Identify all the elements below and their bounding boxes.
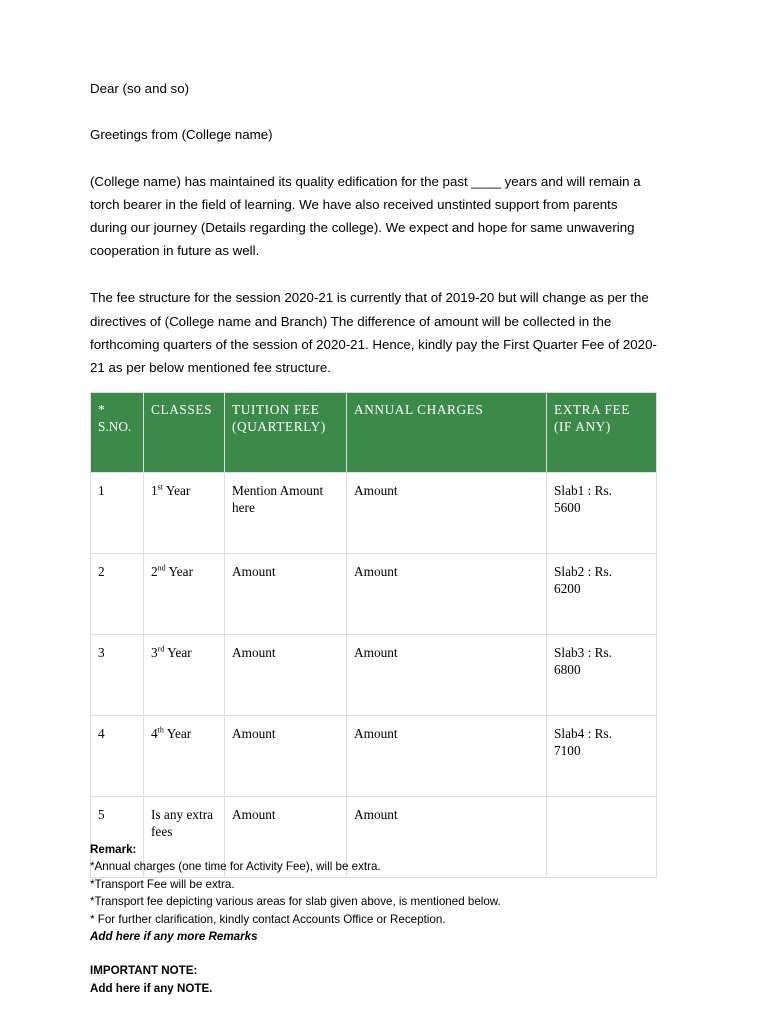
header-extra-line1: EXTRA FEE — [554, 402, 630, 417]
header-extra-fee — [547, 393, 657, 473]
extra-amount: 5600 — [554, 500, 581, 515]
paragraph-line: directives of (College name and Branch) The difference of amount will be collected in the — [90, 314, 612, 329]
header-annual-charges — [347, 393, 547, 473]
header-classes-label: CLASSES — [151, 402, 213, 417]
class-ordinal: th — [157, 725, 164, 735]
cell-sno: 1 — [91, 473, 144, 554]
header-sno-star: * — [98, 402, 106, 417]
table-row — [91, 554, 657, 635]
cell-tuition: Amount — [225, 797, 347, 878]
table-row — [91, 473, 657, 554]
paragraph-line: forthcoming quarters of the session of 2020-21. Hence, kindly pay the First Quarter Fee of 2020- — [90, 337, 657, 352]
class-number: 3 — [151, 645, 158, 660]
header-tuition-fee — [225, 393, 347, 473]
header-tuition-line1: TUITION FEE — [232, 402, 320, 417]
cell-sno: 2 — [91, 554, 144, 635]
cell-annual: Amount — [347, 554, 547, 635]
paragraph-line: during our journey (Details regarding the college). We expect and hope for same unwavering — [90, 220, 635, 235]
remark-line: *Annual charges (one time for Activity Fee), will be extra. — [90, 860, 381, 874]
class-ordinal: nd — [157, 563, 166, 573]
cell-tuition: Amount — [225, 554, 347, 635]
cell-extra — [547, 716, 657, 797]
paragraph-line: (College name) has maintained its quality edification for the past ____ years and will remain a — [90, 174, 641, 189]
cell-extra — [547, 554, 657, 635]
important-note-text: Add here if any NOTE. — [90, 981, 213, 995]
important-note-title: IMPORTANT NOTE: — [90, 964, 198, 978]
cell-tuition: Mention Amount here — [225, 473, 347, 554]
cell-class — [144, 473, 225, 554]
header-sno — [91, 393, 144, 473]
remark-line: *Transport fee depicting various areas for slab given above, is mentioned below. — [90, 895, 501, 909]
extra-slab: Slab4 : Rs. — [554, 726, 612, 741]
cell-class: Is any extra fees — [144, 797, 225, 878]
header-annual-label: ANNUAL CHARGES — [354, 402, 484, 417]
class-word: Year — [166, 726, 192, 741]
table-row — [91, 635, 657, 716]
extra-amount: 7100 — [554, 743, 581, 758]
salutation: Dear (so and so) — [90, 81, 190, 96]
remarks-title: Remark: — [90, 843, 137, 856]
cell-extra — [547, 635, 657, 716]
class-word: Year — [168, 564, 194, 579]
class-word: Year — [165, 483, 191, 498]
extra-slab: Slab2 : Rs. — [554, 564, 612, 579]
fee-table — [90, 392, 657, 878]
extra-slab: Slab3 : Rs. — [554, 645, 612, 660]
cell-sno: 4 — [91, 716, 144, 797]
cell-extra — [547, 473, 657, 554]
cell-annual: Amount — [347, 716, 547, 797]
cell-annual: Amount — [347, 797, 547, 878]
extra-slab: Slab1 : Rs. — [554, 483, 612, 498]
class-number: 4 — [151, 726, 158, 741]
cell-annual: Amount — [347, 473, 547, 554]
extra-amount: 6800 — [554, 662, 581, 677]
class-number: 2 — [151, 564, 158, 579]
header-tuition-line2: (QUARTERLY) — [232, 419, 326, 434]
cell-sno: 5 — [91, 797, 144, 878]
extra-amount: 6200 — [554, 581, 581, 596]
class-ordinal: st — [157, 482, 163, 492]
remark-line: * For further clarification, kindly contact Accounts Office or Reception. — [90, 912, 446, 926]
class-ordinal: rd — [157, 644, 165, 654]
more-remarks: Add here if any more Remarks — [90, 930, 258, 944]
paragraph-line: torch bearer in the field of learning. We have also received unstinted support from parents — [90, 197, 618, 212]
remarks-section — [90, 841, 680, 997]
paragraph-line: cooperation in future as well. — [90, 243, 260, 258]
cell-sno: 3 — [91, 635, 144, 716]
cell-class — [144, 554, 225, 635]
fee-table-header — [91, 393, 657, 473]
remark-line: *Transport Fee will be extra. — [90, 877, 235, 891]
greeting: Greetings from (College name) — [90, 127, 273, 142]
cell-annual: Amount — [347, 635, 547, 716]
paragraph-line: The fee structure for the session 2020-21 is currently that of 2019-20 but will change as per the — [90, 290, 649, 305]
header-sno-label: S.NO. — [98, 419, 132, 434]
table-row — [91, 716, 657, 797]
cell-tuition: Amount — [225, 635, 347, 716]
cell-class — [144, 716, 225, 797]
cell-class — [144, 635, 225, 716]
spacer — [90, 945, 680, 962]
paragraph-line: 21 as per below mentioned fee structure. — [90, 360, 331, 375]
header-classes — [144, 393, 225, 473]
class-number: 1 — [151, 483, 158, 498]
class-word: Year — [167, 645, 192, 660]
cell-tuition: Amount — [225, 716, 347, 797]
header-extra-line2: (IF ANY) — [554, 419, 611, 434]
